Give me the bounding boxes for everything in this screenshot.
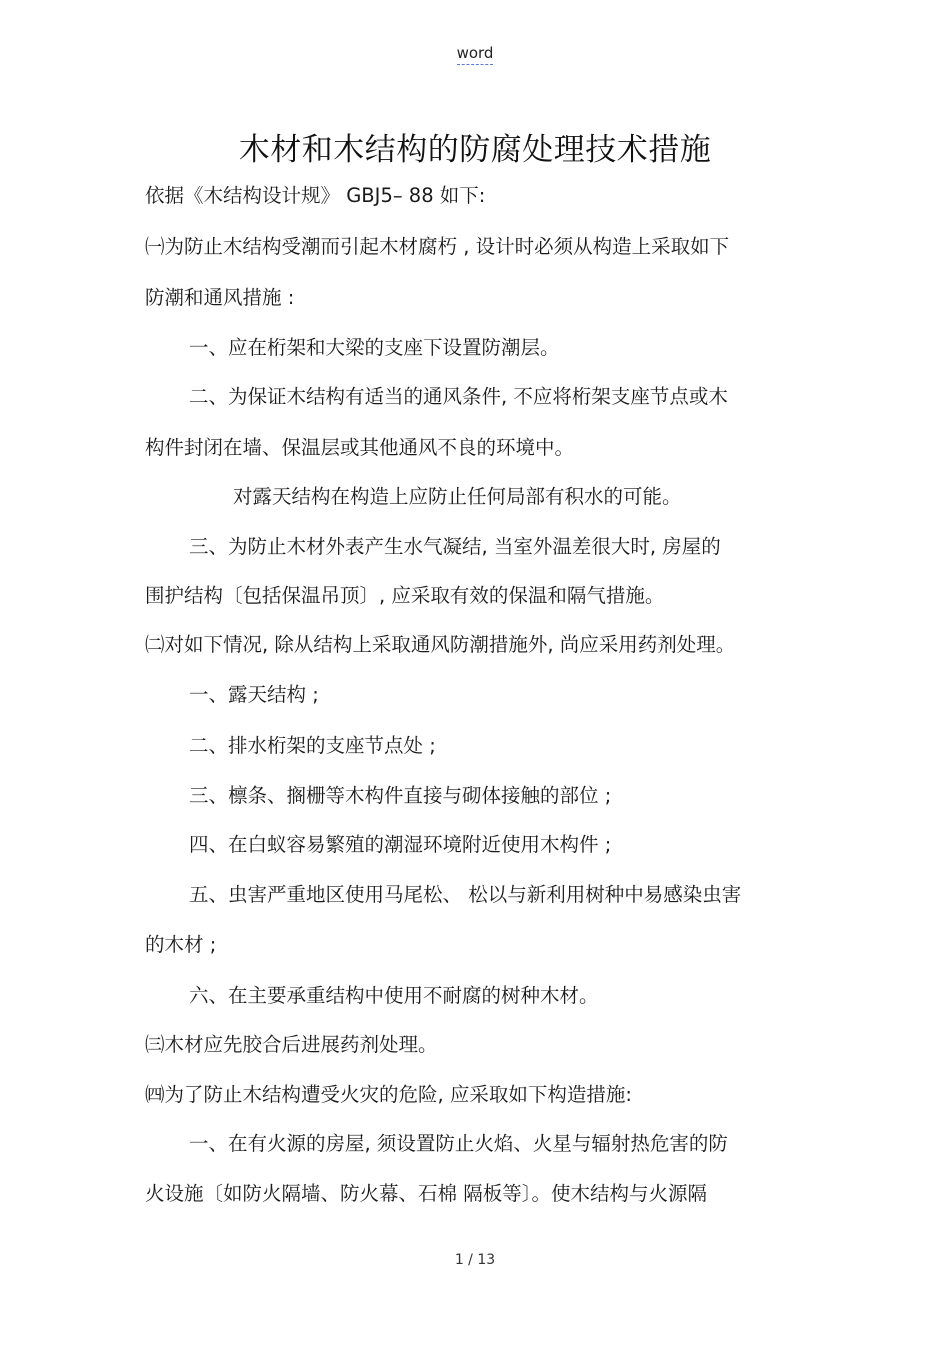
page-header [0, 44, 950, 62]
document-title: 木材和木结构的防腐处理技术措施 [238, 132, 712, 168]
paragraph-line: ㈠为防止木结构受潮而引起木材腐朽 , 设计时必须从构造上采取如下 [145, 235, 730, 258]
paragraph-line: 三、为防止木材外表产生水气凝结, 当室外温差很大时, 房屋的 [189, 535, 721, 558]
paragraph-line: 围护结构〔包括保温吊顶〕, 应采取有效的保温和隔气措施。 [145, 584, 665, 607]
page-footer [0, 1252, 950, 1268]
header-label: word [457, 44, 494, 65]
paragraph-line: 五、虫害严重地区使用马尾松、 松以与新利用树种中易感染虫害 [189, 883, 742, 906]
paragraph-line: 二、排水桁架的支座节点处 ; [189, 734, 436, 757]
paragraph-line: 六、在主要承重结构中使用不耐腐的树种木材。 [189, 984, 599, 1007]
paragraph-line: 一、应在桁架和大梁的支座下设置防潮层。 [189, 336, 560, 359]
paragraph-line: 防潮和通风措施 : [145, 286, 295, 309]
paragraph-line: 火设施〔如防火隔墙、防火幕、石棉 隔板等〕。使木结构与火源隔 [145, 1182, 707, 1205]
paragraph-line: 一、露天结构 ; [189, 683, 319, 706]
paragraph-line: 的木材 ; [145, 933, 217, 956]
paragraph-line: ㈡对如下情况, 除从结构上采取通风防潮措施外, 尚应采用药剂处理。 [145, 633, 736, 656]
paragraph-line: 对露天结构在构造上应防止任何局部有积水的可能。 [233, 485, 682, 508]
paragraph-line: ㈢木材应先胶合后进展药剂处理。 [145, 1033, 438, 1056]
paragraph-line: 构件封闭在墙、保温层或其他通风不良的环境中。 [145, 436, 575, 459]
paragraph-line: 二、为保证木结构有适当的通风条件, 不应将桁架支座节点或木 [189, 385, 728, 408]
paragraph-line: 依据《木结构设计规》 GBJ5– 88 如下: [145, 184, 486, 207]
paragraph-line: 四、在白蚁容易繁殖的潮湿环境附近使用木构件 ; [189, 833, 612, 856]
paragraph-line: 一、在有火源的房屋, 须设置防止火焰、火星与辐射热危害的防 [189, 1132, 728, 1155]
paragraph-line: ㈣为了防止木结构遭受火灾的危险, 应采取如下构造措施: [145, 1083, 632, 1106]
paragraph-line: 三、檩条、搁栅等木构件直接与砌体接触的部位 ; [189, 784, 612, 807]
page-number: 1 / 13 [454, 1252, 496, 1268]
